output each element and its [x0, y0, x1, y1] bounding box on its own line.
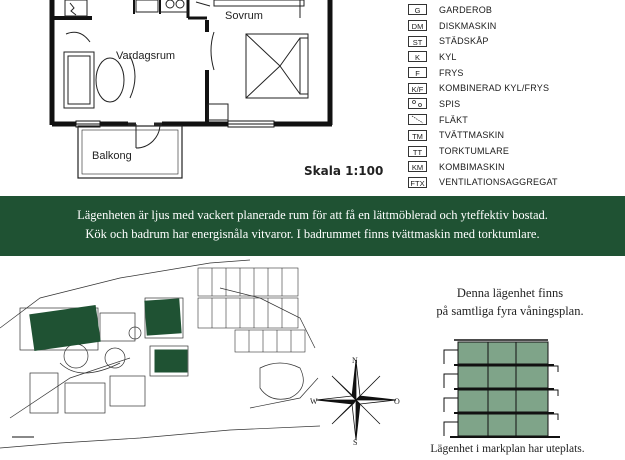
legend-label: KOMBINERAD KYL/FRYS	[439, 83, 550, 94]
legend-code: TM	[408, 130, 427, 141]
legend-item-frys	[408, 65, 623, 81]
floor-plan	[0, 0, 400, 190]
compass-n: N	[352, 356, 358, 365]
legend-label: TORKTUMLARE	[439, 146, 510, 157]
legend-label: KYL	[439, 51, 457, 62]
legend-label: VENTILATIONSAGGREGAT	[439, 177, 558, 188]
floors-caption-line-1: Denna lägenhet finns	[456, 286, 564, 300]
legend-code: KM	[408, 161, 427, 172]
legend-item-diskmaskin	[408, 18, 623, 34]
legend-item-kyl-frys	[408, 80, 623, 96]
legend-code: K	[408, 51, 427, 62]
site-plan-map	[0, 258, 320, 460]
legend-label: FRYS	[439, 67, 464, 78]
legend-code: G	[408, 4, 427, 15]
legend-item-tvattmaskin	[408, 128, 623, 144]
legend-item-garderob	[408, 2, 623, 18]
legend-label: DISKMASKIN	[439, 20, 497, 31]
scale-label: Skala 1:100	[304, 164, 384, 178]
legend-code: DM	[408, 20, 427, 31]
legend-code: K/F	[408, 83, 427, 94]
description-banner	[0, 196, 625, 256]
legend-item-kombimaskin	[408, 159, 623, 175]
fan-icon	[408, 114, 427, 125]
compass-w: W	[310, 397, 318, 406]
compass-rose-icon	[308, 352, 404, 448]
stove-icon	[408, 98, 427, 109]
legend-item-stadskap	[408, 33, 623, 49]
banner-line-2: Kök och badrum har energisnåla vitvaror. I badrummet finns tvättmaskin med torktumlare.	[85, 227, 540, 241]
legend-item-spis	[408, 96, 623, 112]
legend-code: TT	[408, 146, 427, 157]
legend-item-kyl	[408, 49, 623, 65]
compass-s: S	[353, 438, 358, 447]
room-label-balcony: Balkong	[92, 150, 132, 162]
ground-floor-caption: Lägenhet i markplan har uteplats.	[430, 443, 585, 455]
banner-line-1: Lägenheten är ljus med vackert planerade rum för att få en lättmöblerad och yteffektiv bostad.	[77, 208, 548, 222]
room-label-bedroom: Sovrum	[225, 10, 263, 22]
legend-item-ventilationsaggregat	[408, 175, 623, 191]
legend-label: TVÄTTMASKIN	[439, 130, 505, 141]
legend-item-torktumlare	[408, 143, 623, 159]
legend-code: FTX	[408, 177, 427, 188]
compass-o: O	[394, 397, 400, 406]
legend-label: STÄDSKÅP	[439, 36, 489, 47]
room-label-living-room: Vardagsrum	[116, 50, 176, 62]
legend-code: ST	[408, 36, 427, 47]
legend-label: KOMBIMASKIN	[439, 161, 505, 172]
legend-label: SPIS	[439, 98, 461, 109]
legend-label: GARDEROB	[439, 4, 493, 15]
symbol-legend	[408, 2, 623, 190]
legend-label: FLÄKT	[439, 114, 469, 125]
floors-caption-line-2: på samtliga fyra våningsplan.	[436, 304, 584, 318]
legend-item-flakt	[408, 112, 623, 128]
building-section-diagram	[436, 338, 566, 442]
legend-code: F	[408, 67, 427, 78]
